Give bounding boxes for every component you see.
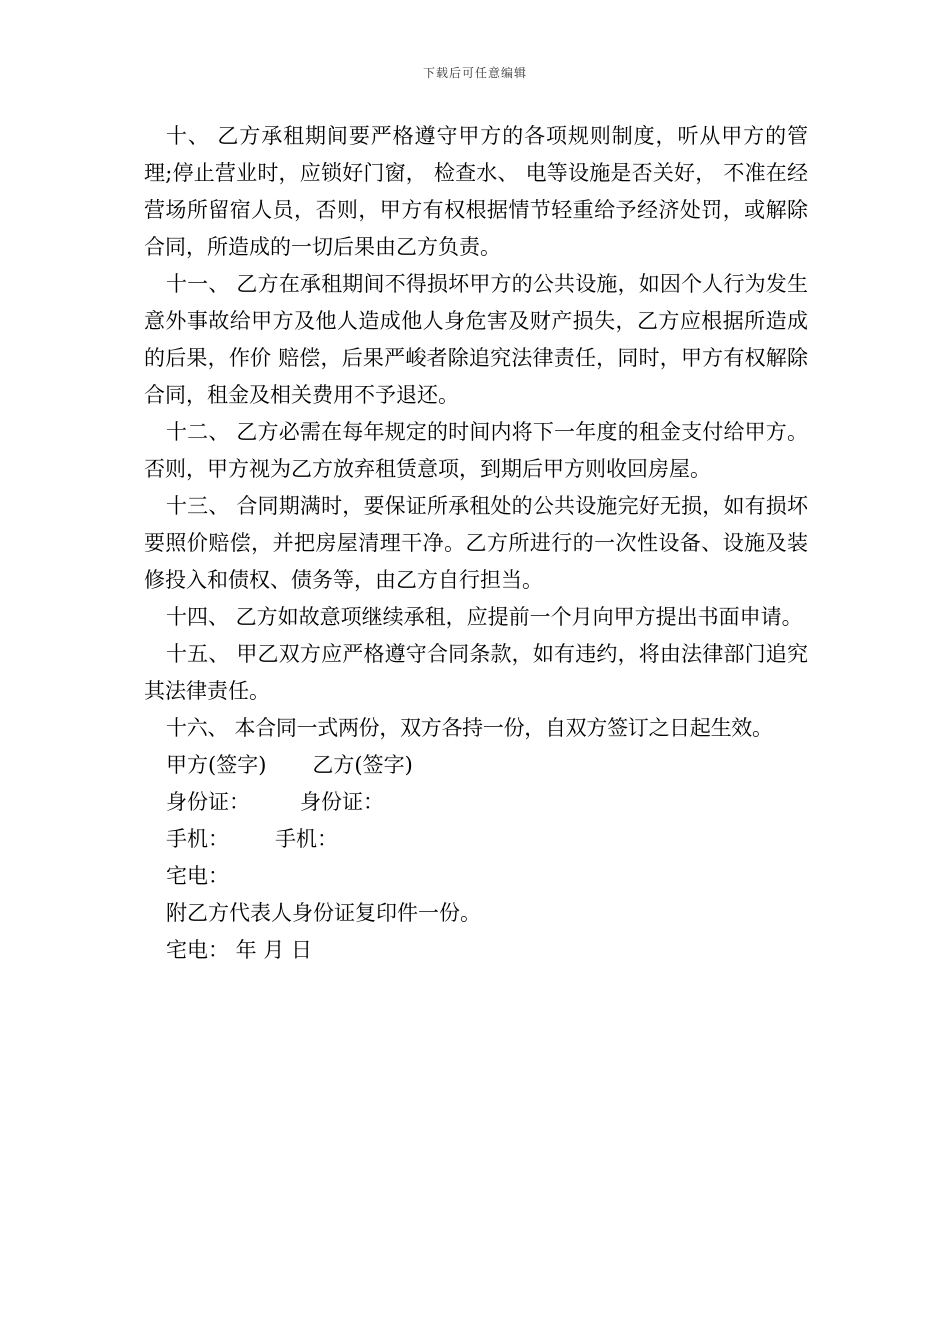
clause-10: 十、 乙方承租期间要严格遵守甲方的各项规则制度，听从甲方的管理;停止营业时，应锁好门窗， 检查水、 电等设施是否关好， 不准在经营场所留宿人员，否则，甲方有权根据情节轻重给予经济处罚，或解除合同，所造成的一切后果由乙方负责。: [144, 124, 808, 259]
clause-15: 十五、 甲乙双方应严格遵守合同条款，如有违约，将由法律部门追究其法律责任。: [144, 642, 808, 703]
clause-12: 十二、 乙方必需在每年规定的时间内将下一年度的租金支付给甲方。否则，甲方视为乙方放弃租赁意项，到期后甲方则收回房屋。: [144, 420, 808, 481]
mobile-row: [144, 821, 808, 858]
party-b-sign-label: 乙方(签字): [312, 753, 413, 777]
clause-11: 十一、 乙方在承租期间不得损坏甲方的公共设施，如因个人行为发生意外事故给甲方及他人造成他人身危害及财产损失，乙方应根据所造成的后果，作价 赔偿，后果严峻者除追究法律责任，同时，甲方有权解除合同，租金及相关费用不予退还。: [144, 272, 808, 407]
clause-13: 十三、 合同期满时，要保证所承租处的公共设施完好无损，如有损坏要照价赔偿，并把房屋清理干净。乙方所进行的一次性设备、设施及装修投入和债权、债务等，由乙方自行担当。: [144, 494, 808, 592]
party-b-mobile-label: 手机：: [275, 827, 338, 851]
party-a-sign-label: 甲方(签字): [166, 753, 267, 777]
clause-16: 十六、 本合同一式两份，双方各持一份，自双方签订之日起生效。: [166, 716, 773, 740]
home-phone-label: 宅电：: [166, 864, 229, 888]
party-b-id-label: 身份证：: [300, 790, 384, 814]
contract-body: [144, 118, 808, 969]
id-row: [144, 784, 808, 821]
party-a-id-label: 身份证：: [166, 790, 250, 814]
clause-14: 十四、 乙方如故意项继续承租，应提前一个月向甲方提出书面申请。: [166, 605, 803, 629]
home-phone-row: [144, 858, 808, 895]
date-row: 宅电： 年 月 日: [166, 938, 313, 962]
attachment-note: 附乙方代表人身份证复印件一份。: [166, 901, 481, 925]
signature-row: [144, 747, 808, 784]
party-a-mobile-label: 手机：: [166, 827, 229, 851]
page-header: 下载后可任意编辑: [422, 66, 527, 80]
